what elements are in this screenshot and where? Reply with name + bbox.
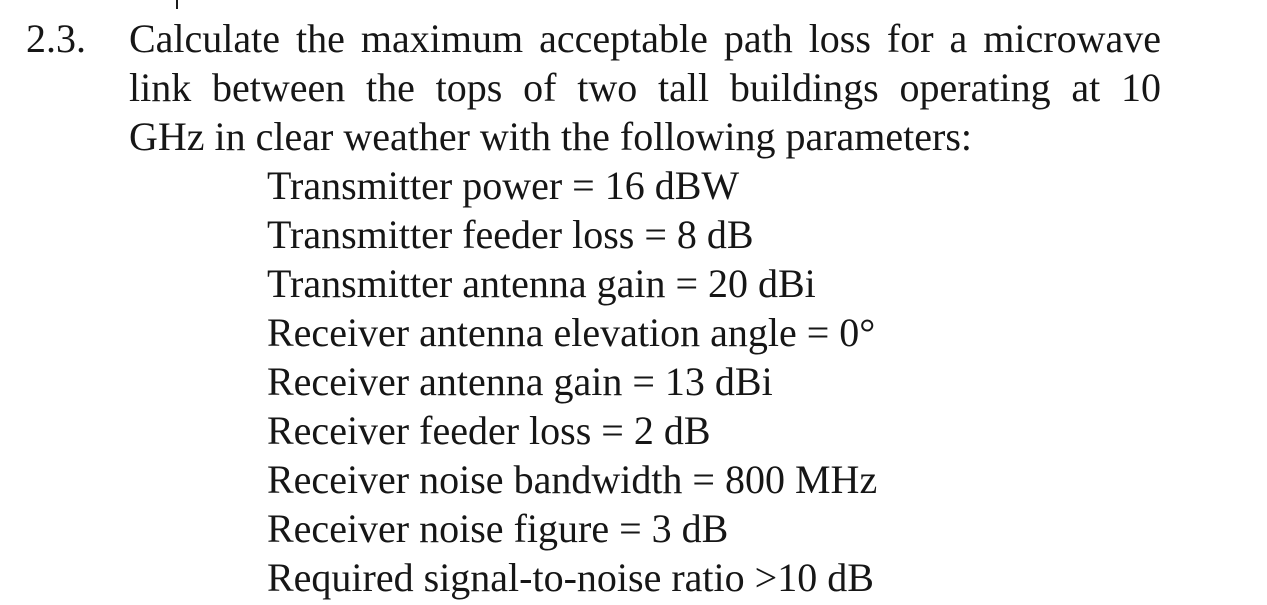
parameter-receiver-elevation-angle: Receiver antenna elevation angle = 0°: [267, 310, 876, 355]
problem-text-line-3: GHz in clear weather with the following parameters:: [129, 114, 973, 159]
parameter-receiver-feeder-loss: Receiver feeder loss = 2 dB: [267, 408, 711, 453]
problem-number: 2.3.: [26, 16, 86, 61]
parameter-transmitter-feeder-loss: Transmitter feeder loss = 8 dB: [267, 212, 754, 257]
word: a: [949, 16, 968, 61]
problem-statement: [129, 14, 1161, 161]
word: between: [212, 65, 346, 110]
word: of: [523, 65, 557, 110]
word: for: [886, 16, 934, 61]
parameter-receiver-noise-figure: Receiver noise figure = 3 dB: [267, 506, 729, 551]
parameter-list: [267, 161, 877, 602]
word: tall: [657, 65, 710, 110]
parameter-receiver-noise-bandwidth: Receiver noise bandwidth = 800 MHz: [267, 457, 878, 502]
word: the: [366, 65, 415, 110]
parameter-transmitter-power: Transmitter power = 16 dBW: [267, 163, 740, 208]
word: tops: [435, 65, 503, 110]
word: link: [129, 65, 192, 110]
word: maximum: [360, 16, 524, 61]
word: 10: [1120, 65, 1161, 110]
problem-text-line-2: [129, 63, 1161, 112]
word: Calculate: [129, 16, 281, 61]
word: microwave: [983, 16, 1161, 61]
parameter-transmitter-antenna-gain: Transmitter antenna gain = 20 dBi: [267, 261, 816, 306]
word: acceptable: [539, 16, 708, 61]
word: operating: [899, 65, 1051, 110]
word: at: [1071, 65, 1101, 110]
parameter-required-snr: Required signal-to-noise ratio >10 dB: [267, 555, 874, 600]
word: buildings: [729, 65, 879, 110]
problem-text-line-1: [129, 14, 1161, 63]
previous-line-fragment: [176, 0, 178, 9]
word: path: [723, 16, 793, 61]
parameter-receiver-antenna-gain: Receiver antenna gain = 13 dBi: [267, 359, 773, 404]
word: two: [577, 65, 638, 110]
word: the: [296, 16, 345, 61]
word: loss: [808, 16, 871, 61]
